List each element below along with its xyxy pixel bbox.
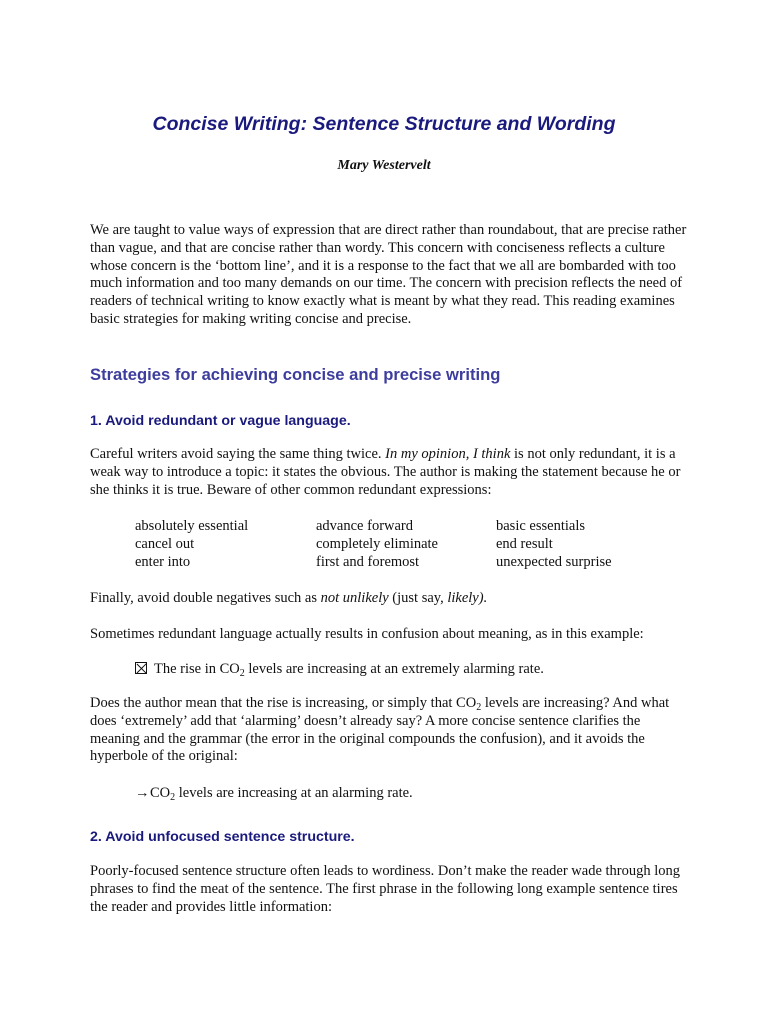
strategy-1-paragraph-4: [90, 695, 690, 766]
strategy-1-heading: 1. Avoid redundant or vague language.: [90, 413, 351, 429]
strategy-2-paragraph-1: Poorly-focused sentence structure often leads to wordiness. Don’t make the reader wade through long phrases to find the meat of the sentence. The first phrase in the following long example sentence tires the reader and provides little information:: [90, 863, 681, 915]
list-item: basic essentials: [496, 518, 585, 534]
p1-text-b: is not only redundant, it is a weak way to introduce a topic: it states the obvious. The author is making the statement because he or she thinks it is true. Beware of other common redundant expressions:: [90, 446, 681, 498]
bad-example-text-a: The rise in CO: [154, 661, 240, 677]
list-item: absolutely essential: [135, 518, 249, 534]
author-name: Mary Westervelt: [337, 158, 431, 173]
bad-example-text-b: levels are increasing at an extremely alarming rate.: [244, 661, 544, 677]
subscript: 2: [170, 792, 176, 803]
p2-emphasis-2: likely).: [447, 590, 488, 606]
bad-example: [135, 661, 695, 679]
strategy-2-heading: 2. Avoid unfocused sentence structure.: [90, 829, 355, 845]
p4-text-a: Does the author mean that the rise is increasing, or simply that CO: [90, 695, 477, 711]
good-example-text-a: CO: [150, 785, 171, 801]
redundant-expressions-list: [135, 518, 655, 571]
list-item: enter into: [135, 553, 191, 570]
good-example-text-b: levels are increasing at an alarming rate.: [175, 785, 413, 801]
p4-text-b: levels are increasing? And what does ‘extremely’ add that ‘alarming’ doesn’t already say? A more concise sentence clarifies the meaning and the grammar (the error in the original compounds the confusion), and it avoids the hyperbole of the original:: [90, 695, 670, 765]
list-item: advance forward: [316, 518, 414, 534]
subscript: 2: [239, 668, 245, 679]
p2-emphasis-1: not unlikely: [320, 590, 389, 606]
list-item: unexpected surprise: [496, 553, 612, 570]
strategy-1-paragraph-3: Sometimes redundant language actually results in confusion about meaning, as in this example:: [90, 626, 644, 642]
document-title: Concise Writing: Sentence Structure and Wording: [152, 113, 616, 135]
section-heading: Strategies for achieving concise and precise writing: [90, 365, 501, 384]
list-item: completely eliminate: [316, 535, 438, 552]
p1-emphasis: In my opinion, I think: [385, 446, 511, 462]
list-item: first and foremost: [316, 553, 420, 570]
list-item: cancel out: [135, 535, 195, 552]
p2-text-b: (just say,: [388, 590, 448, 606]
p2-text-a: Finally, avoid double negatives such as: [90, 590, 321, 606]
subscript: 2: [476, 702, 482, 713]
x-box-icon: [135, 662, 147, 674]
arrow-right-icon: →: [135, 785, 150, 801]
intro-paragraph: We are taught to value ways of expression that are direct rather than roundabout, that are precise rather than vague, and that are concise rather than wordy. This concern with conciseness reflects a culture whose concern is the ‘bottom line’, and it is a response to the fact that we all are bombarded with too much information and too many demands on our time. The concern with precision reflects the need of readers of technical writing to know exactly what is meant by what they read. This reading examines basic strategies for making writing concise and precise.: [90, 222, 687, 327]
p1-text-a: Careful writers avoid saying the same thing twice.: [90, 446, 386, 462]
strategy-1-paragraph-2: [90, 590, 690, 608]
good-example: [135, 785, 695, 803]
strategy-1-paragraph-1: [90, 446, 690, 499]
list-item: end result: [496, 535, 553, 552]
